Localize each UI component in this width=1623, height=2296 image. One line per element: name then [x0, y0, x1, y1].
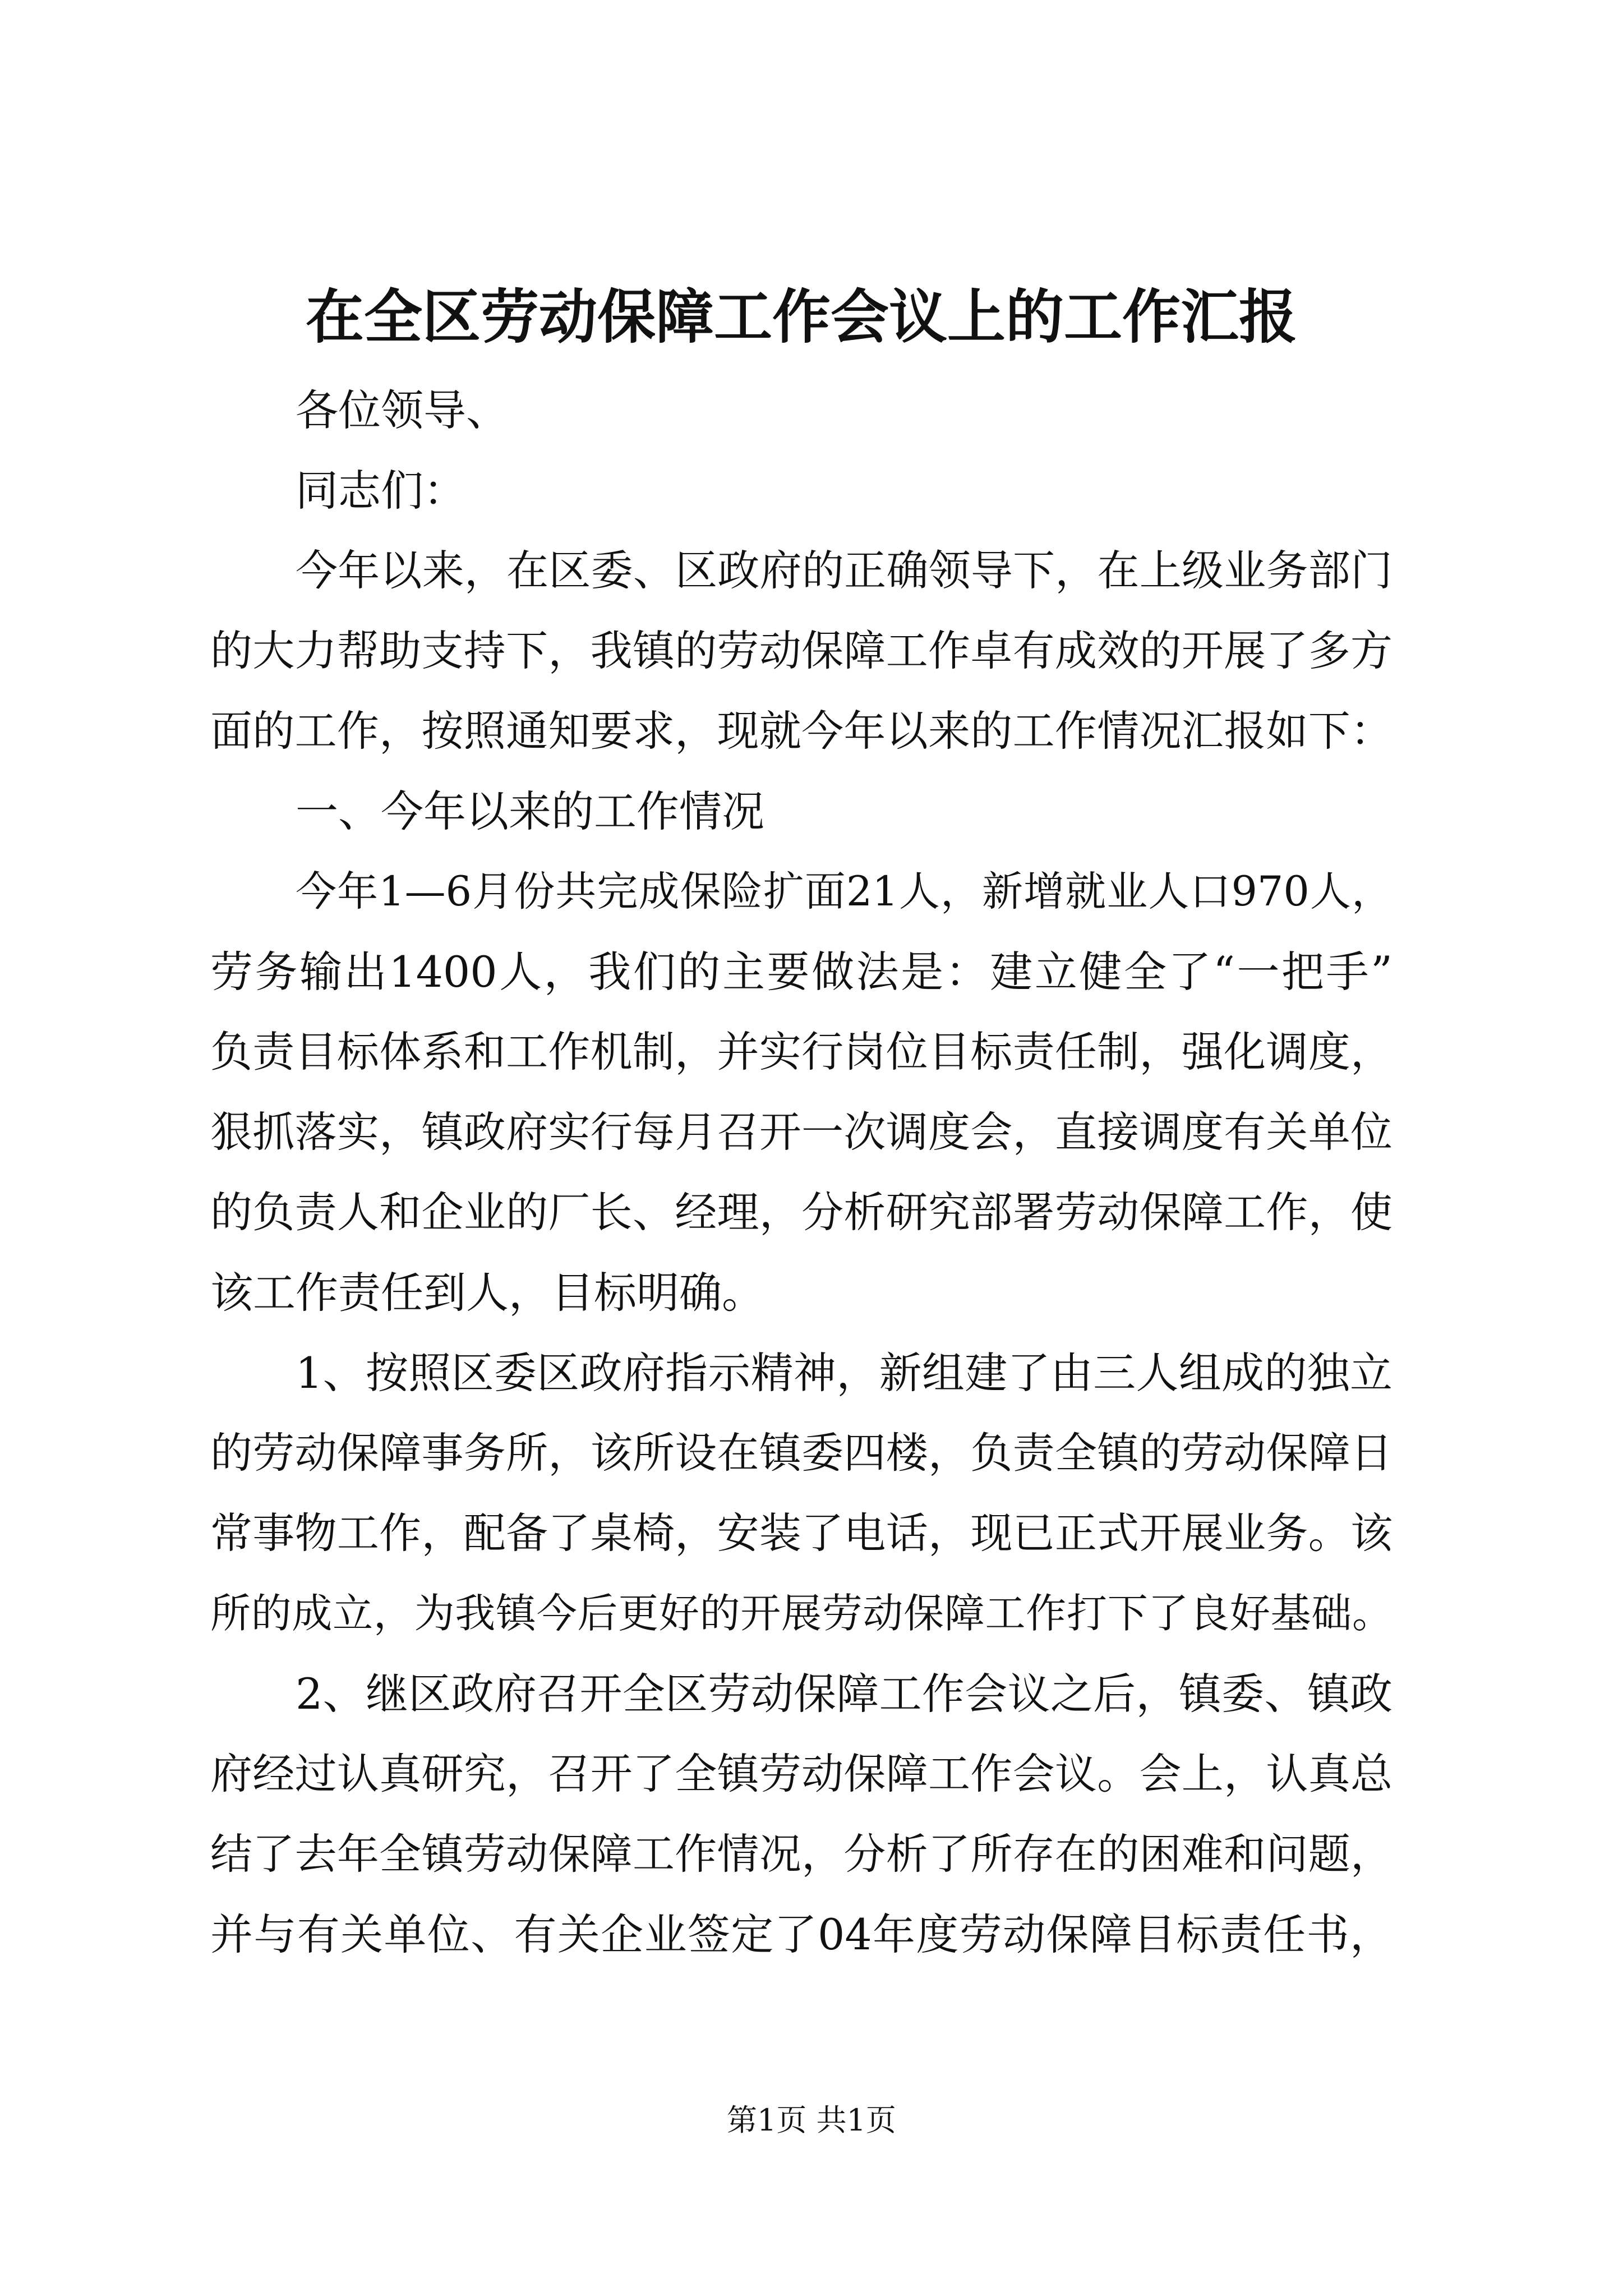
document-body — [210, 370, 1393, 1975]
text-line: 的负责人和企业的厂长、经理，分析研究部署劳动保障工作，使 — [210, 1188, 1393, 1237]
text-line: 负责目标体系和工作机制，并实行岗位目标责任制，强化调度， — [210, 1027, 1393, 1076]
text-line: 常事物工作，配备了桌椅，安装了电话，现已正式开展业务。该 — [210, 1508, 1393, 1558]
text-line: 所的成立，为我镇今后更好的开展劳动保障工作打下了良好基础。 — [210, 1590, 1393, 1637]
text-line: 的劳动保障事务所，该所设在镇委四楼，负责全镇的劳动保障日 — [210, 1428, 1393, 1478]
text-line: 结了去年全镇劳动保障工作情况，分析了所存在的困难和问题， — [210, 1829, 1393, 1879]
text-line: 今年1—6月份共完成保险扩面21人，新增就业人口970人， — [296, 868, 1393, 915]
text-line: 今年以来，在区委、区政府的正确领导下，在上级业务部门 — [296, 546, 1393, 595]
text-line: 同志们： — [296, 466, 466, 516]
text-line: 各位领导、 — [296, 385, 509, 435]
text-line: 1、按照区委区政府指示精神，新组建了由三人组成的独立 — [296, 1348, 1393, 1398]
page-footer: 第1页 共1页 — [727, 2102, 896, 2138]
text-line: 劳务输出1400人，我们的主要做法是：建立健全了“一把手” — [210, 947, 1393, 997]
text-line: 府经过认真研究，召开了全镇劳动保障工作会议。会上，认真总 — [210, 1749, 1393, 1798]
text-line: 并与有关单位、有关企业签定了04年度劳动保障目标责任书， — [210, 1910, 1393, 1959]
text-line: 的大力帮助支持下，我镇的劳动保障工作卓有成效的开展了多方 — [210, 626, 1393, 675]
text-line: 2、继区政府召开全区劳动保障工作会议之后，镇委、镇政 — [296, 1669, 1393, 1719]
text-line: 该工作责任到人，目标明确。 — [210, 1268, 764, 1318]
text-line: 狠抓落实，镇政府实行每月召开一次调度会，直接调度有关单位 — [210, 1107, 1393, 1157]
text-line: 面的工作，按照通知要求，现就今年以来的工作情况汇报如下： — [210, 706, 1393, 756]
document-title: 在全区劳动保障工作会议上的工作汇报 — [305, 282, 1297, 351]
text-line: 一、今年以来的工作情况 — [296, 786, 764, 836]
